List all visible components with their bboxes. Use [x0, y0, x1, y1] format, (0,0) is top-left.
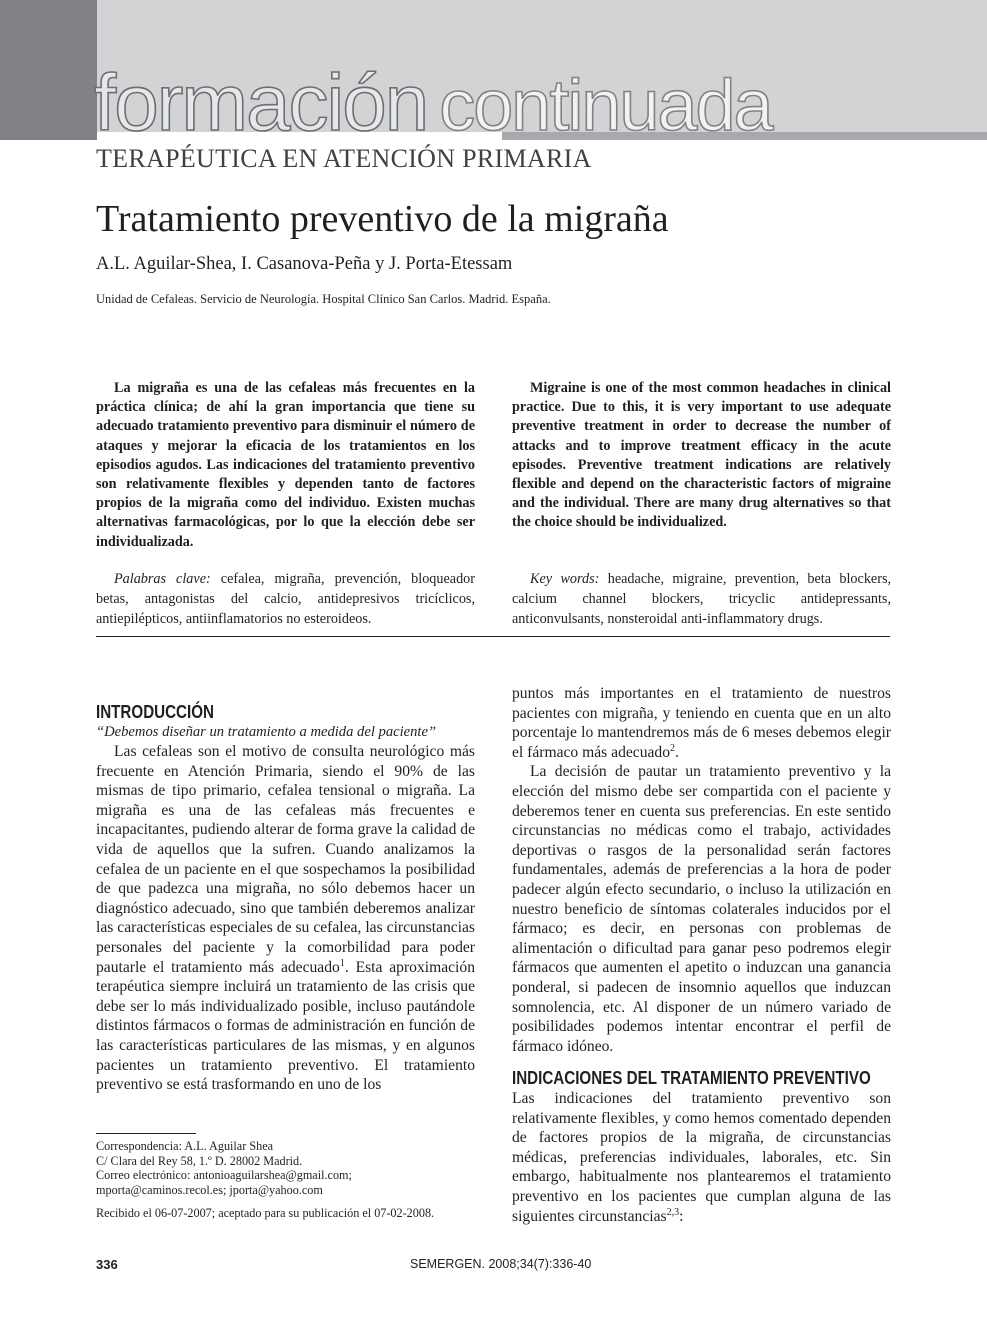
indicaciones-paragraph-1: Las indicaciones del tratamiento preventivo son relativamente flexibles, y como hemos comentado dependen de factores propios de la migraña, de circunstancias médicas, preferencias individuales, laborales, etc. Sin embargo, habitualmente nos plantearemos el tratamiento preventivo en los pacientes que cumplan alguna de las siguientes circunstancias$^{2,3}$: [512, 1090, 891, 1225]
section-label: TERAPÉUTICA EN ATENCIÓN PRIMARIA [96, 144, 592, 173]
correspondence-footnote: Correspondencia: A.L. Aguilar Shea C/ Clara del Rey 58, 1.º D. 28002 Madrid. Correo electrónico: antonioaguilarshea@gmail.com; mporta@caminos.recol.es; jporta@yahoo.com [96, 1139, 352, 1197]
article-authors: A.L. Aguilar-Shea, I. Casanova-Peña y J. Porta-Etessam [96, 254, 513, 274]
citation-ref: 1 [339, 957, 345, 969]
intro-column-1 [96, 742, 475, 1095]
keywords-es [96, 570, 475, 629]
abstract-en: Migraine is one of the most common headaches in clinical practice. Due to this, it is very important to use adequate preventive treatment in order to decrease the number of attacks and to improve treatment efficacy in the acute episodes. Preventive treatment indications are relatively flexible and depend on the characteristic factors of migraine and the individual. There are many drug alternatives so that the choice should be individualized. [512, 380, 891, 531]
keywords-es-list: cefalea, migraña, prevención, bloqueador betas, antagonistas del calcio, antidepresivos tricíclicos, antiepilépticos, antiinflamatorios no esteroideos. [96, 571, 475, 627]
intro-paragraph-1: Las cefaleas son el motivo de consulta neurológico más frecuente en Atención Primaria, siendo el 90% de las mismas de tipo primario, cefalea tensional o migraña. La migraña es una de las cefaleas más frecuentes e incapacitantes, pudiendo alterar de forma grave la calidad de vida de aquellos que la sufren. Cuando analizamos la cefalea de un paciente en el que sospechamos la posibilidad de que padezca una migraña, no sólo debemos hacer un diagnóstico adecuado, sino que también deberemos analizar las características especiales de su cefalea, las circunstancias personales del paciente y la comorbilidad para poder pautarle el tratamiento más adecuado$^1$. Esta aproximación terapéutica siempre incluirá un tratamiento de las crisis que debe ser lo más individualizado posible, incluso pautándole distintos fármacos o formas de administración en función de las características particulares de las mismas, y en algunos pacientes un tratamiento preventivo. El tratamiento preventivo se está trasformando en uno de los [96, 743, 475, 1094]
heading-indicaciones: INDICACIONES DEL TRATAMIENTO PREVENTIVO [512, 1067, 871, 1088]
section-brand [94, 58, 772, 147]
intro-paragraph-2: La decisión de pautar un tratamiento preventivo y la elección del mismo debe ser compartida con el paciente y deberemos tener en cuenta sus preferencias. En este sentido circunstancias no médicas como el trabajo, actividades deportivas o rasgos de la personalidad serán factores fundamentales, además de preferencias a la hora de poder padecer algún efecto secundario, o incluso la utilización en nuestro beneficio de síntomas colaterales inducidos por el fármaco; es decir, en personas con problemas de alimentación o dificultad para ganar peso podremos elegir fármacos que aumenten el apetito o induzcan una ganancia ponderal, si padecen de insomnio aquellos que induzcan somnolencia, etc. Al disponer de un número variado de posibilidades podemos intentar encontrar el perfil de fármaco idóneo. [512, 763, 891, 1055]
keywords-en [512, 570, 891, 629]
abstract-es: La migraña es una de las cefaleas más frecuentes en la práctica clínica; de ahí la gran importancia que tiene su adecuado tratamiento preventivo para disminuir el número de ataques y mejorar la eficacia de los tratamientos en los episodios agudos. Las indicaciones del tratamiento preventivo son relativamente flexibles y dependen tanto de factores propios de la migraña como del individuo. Existen muchas alternativas farmacológicas, por lo que la elección debe ser individualizada. [96, 380, 475, 550]
header-gray-tab [0, 0, 97, 140]
citation-ref: 2,3 [666, 1206, 680, 1218]
indicaciones-column [512, 1089, 891, 1226]
page-number: 336 [96, 1257, 118, 1272]
heading-introduccion: INTRODUCCIÓN [96, 701, 214, 722]
keywords-es-label: Palabras clave: [114, 571, 211, 587]
intro-paragraph-1-cont: puntos más importantes en el tratamiento de nuestros pacientes con migraña, y teniendo en cuenta que en un alto porcentaje lo mantendremos más de 6 meses debemos elegir el fármaco más adecuado$^2$. [512, 685, 891, 761]
article-affiliation: Unidad de Cefaleas. Servicio de Neurología. Hospital Clínico San Carlos. Madrid. España. [96, 292, 551, 306]
brand-word-formacion: formación [94, 58, 428, 147]
brand-word-continuada: continuada [439, 66, 772, 146]
intro-motto: “Debemos diseñar un tratamiento a medida del paciente” [96, 724, 437, 740]
intro-column-2 [512, 684, 891, 1056]
citation-ref: 2 [670, 742, 676, 754]
abstract-divider [96, 636, 890, 637]
received-dates: Recibido el 06-07-2007; aceptado para su publicación el 07-02-2008. [96, 1206, 435, 1220]
footnote-rule [96, 1133, 196, 1134]
article-title: Tratamiento preventivo de la migraña [96, 198, 669, 240]
journal-citation: SEMERGEN. 2008;34(7):336-40 [410, 1257, 592, 1271]
keywords-en-list: headache, migraine, prevention, beta blockers, calcium channel blockers, tricyclic antidepressants, anticonvulsants, nonsteroidal anti-inflammatory drugs. [512, 571, 892, 627]
keywords-en-label: Key words: [530, 571, 600, 587]
